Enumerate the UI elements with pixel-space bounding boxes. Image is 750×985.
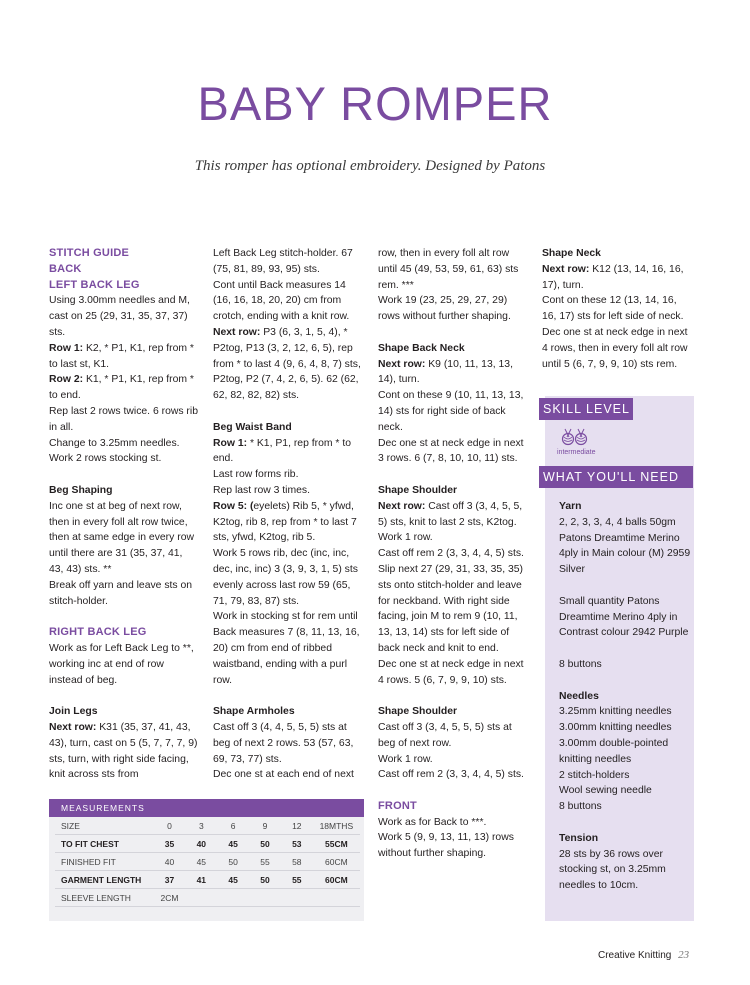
- table-cell: 45: [217, 871, 249, 889]
- paragraph: Cont on these 9 (10, 11, 13, 13, 14) sts for right side of back neck.: [378, 390, 524, 433]
- table-row: [55, 835, 360, 853]
- paragraph: row, then in every foll alt row until 45 (49, 53, 59, 61, 63) sts rem. ***: [378, 248, 519, 291]
- heading-yarn: Yarn: [559, 501, 582, 512]
- paragraph-next-row: [378, 357, 528, 389]
- row-label: SLEEVE LENGTH: [55, 889, 154, 907]
- table-cell: 12: [281, 817, 313, 835]
- what-you-need-heading: WHAT YOU'LL NEED: [539, 466, 693, 488]
- paragraph: Rep last 2 rows twice. 6 rows rib in all.: [49, 405, 198, 433]
- skill-level-value: intermediate: [557, 449, 596, 456]
- tension-text: 28 sts by 36 rows over stocking st, on 3.25mm needles to 10cm.: [559, 848, 666, 892]
- table-row: [55, 871, 360, 889]
- paragraph: Work 5 (9, 9, 13, 11, 13) rows without further shaping.: [378, 832, 514, 860]
- heading-right-back-leg: RIGHT BACK LEG: [49, 626, 147, 639]
- row-text: K31 (35, 37, 41, 43, 43), turn, cast on 5 (5, 7, 7, 7, 9) sts, turn, with right side facing, knit across sts from: [49, 721, 198, 781]
- heading-back: BACK: [49, 262, 82, 275]
- measurements-grid: [55, 817, 360, 907]
- row-label: Row 2:: [49, 374, 84, 386]
- heading-shape-neck: Shape Neck: [542, 248, 601, 259]
- paragraph: Last row forms rib.: [213, 469, 299, 481]
- yarn-text: 8 buttons: [559, 658, 602, 670]
- page-number: 23: [678, 949, 690, 961]
- paragraph: Cont until Back measures 14 (16, 16, 18, 20, 20) cm from crotch, ending with a knit row.: [213, 279, 350, 323]
- paragraph: Change to 3.25mm needles. Work 2 rows stocking st.: [49, 437, 180, 465]
- table-cell: 41: [185, 871, 217, 889]
- table-cell: 45: [217, 835, 249, 853]
- list-item: Wool sewing needle: [559, 785, 652, 797]
- paragraph-next-row: [378, 499, 528, 531]
- table-cell: 45: [185, 853, 217, 871]
- paragraph: Break off yarn and leave sts on stitch-holder.: [49, 579, 193, 607]
- yarn-text: Small quantity Patons Dreamtime Merino 4ply in Contrast colour 2942 Purple: [559, 595, 689, 639]
- table-cell: 50: [249, 871, 281, 889]
- paragraph: Dec one st at neck edge in next 4 rows. 5 (6, 7, 9, 9, 10) sts.: [378, 658, 524, 686]
- page-title: BABY ROMPER: [197, 77, 553, 130]
- row-label: Row 5: (: [213, 500, 254, 512]
- row-text: Cast off 3 (3, 4, 5, 5, 5) sts, knit to last 2 sts, K2tog.: [378, 500, 523, 528]
- materials-list: [559, 499, 691, 910]
- heading-shape-back-neck: Shape Back Neck: [378, 342, 465, 354]
- yarn-balls-icon: [561, 428, 589, 446]
- table-cell: 60CM: [313, 853, 360, 871]
- magazine-name: Creative Knitting: [598, 950, 672, 961]
- measurements-heading: MEASUREMENTS: [49, 799, 364, 817]
- table-cell: 60CM: [313, 871, 360, 889]
- paragraph: Work as for Back to ***.: [378, 816, 487, 828]
- skill-level-heading: SKILL LEVEL: [539, 398, 633, 420]
- paragraph-row1: [49, 341, 199, 373]
- row-label: SIZE: [55, 817, 154, 835]
- table-cell: 9: [249, 817, 281, 835]
- table-cell: 2CM: [154, 889, 186, 907]
- table-row: [55, 889, 360, 907]
- paragraph: Slip next 27 (29, 31, 33, 35, 35) sts onto stitch-holder and leave for neckband. With right side facing, join M to rem 9 (10, 11, 13, 13, 14) sts for left side of back neck and knit to end.: [378, 563, 523, 654]
- paragraph: Cast off rem 2 (3, 3, 4, 4, 5) sts.: [378, 769, 524, 781]
- row-label: Next row:: [378, 500, 426, 512]
- paragraph: Cast off 3 (4, 4, 5, 5, 5) sts at beg of next 2 rows. 53 (57, 63, 69, 73, 77) sts.: [213, 721, 354, 765]
- paragraph-next-row: [49, 720, 199, 783]
- heading-shape-shoulder: Shape Shoulder: [378, 484, 458, 496]
- paragraph: Work 1 row.: [378, 753, 433, 765]
- column-4: [542, 246, 692, 372]
- heading-tension: Tension: [559, 832, 599, 844]
- paragraph: Cast off 3 (3, 4, 5, 5, 5) sts at beg of next row.: [378, 721, 512, 749]
- list-item: 8 buttons: [559, 801, 602, 813]
- paragraph: Work 19 (23, 25, 29, 27, 29) rows without further shaping.: [378, 295, 511, 323]
- paragraph: Cast off rem 2 (3, 3, 4, 4, 5) sts.: [378, 548, 524, 560]
- paragraph: Left Back Leg stitch-holder. 67 (75, 81, 89, 93, 95) sts.: [213, 248, 353, 275]
- heading-shape-armholes: Shape Armholes: [213, 706, 295, 718]
- table-cell: 50: [217, 853, 249, 871]
- table-cell: [185, 889, 217, 907]
- heading-join-legs: Join Legs: [49, 706, 98, 718]
- paragraph: Work 1 row.: [378, 532, 433, 544]
- paragraph-next-row: [542, 262, 692, 294]
- paragraph-row2: [49, 372, 199, 404]
- row-text: eyelets) Rib 5, * yfwd, K2tog, rib 8, rep from * to last 7 sts, yfwd, K2tog, rib 5.: [213, 500, 357, 544]
- column-3: [378, 246, 528, 862]
- paragraph: Using 3.00mm needles and M, cast on 25 (29, 31, 35, 37, 37) sts.: [49, 295, 190, 338]
- paragraph-row1: [213, 436, 365, 468]
- table-cell: 55: [249, 853, 281, 871]
- table-row: [55, 853, 360, 871]
- heading-front: FRONT: [378, 799, 417, 812]
- table-cell: 53: [281, 835, 313, 853]
- paragraph-row5: [213, 499, 365, 546]
- row-label: Row 1:: [49, 342, 84, 354]
- heading-needles: Needles: [559, 690, 599, 702]
- table-cell: 3: [185, 817, 217, 835]
- table-cell: [313, 889, 360, 907]
- page-footer: [598, 949, 689, 961]
- yarn-text: 2, 2, 3, 3, 4, 4 balls 50gm Patons Dreamtime Merino 4ply in Main colour (M) 2959 Silver: [559, 516, 691, 576]
- row-text: K12 (13, 14, 16, 16, 17), turn.: [542, 263, 684, 291]
- heading-shape-shoulder: Shape Shoulder: [378, 706, 458, 718]
- paragraph: Dec one st at neck edge in next 3 rows. 6 (7, 8, 10, 10, 11) sts.: [378, 437, 524, 465]
- row-text: P3 (6, 3, 1, 5, 4), * P2tog, P13 (3, 2, 12, 6, 5), rep from * to last 4 (9, 6, 4, 8, 7) sts, P2tog, P2 (7, 4, 2, 6, 5). 62 (62, 62, 82, 82, 82) sts.: [213, 326, 361, 402]
- row-label: TO FIT CHEST: [55, 835, 154, 853]
- paragraph: Dec one st at each end of next: [213, 769, 354, 781]
- row-label: Row 1:: [213, 437, 248, 449]
- table-cell: 40: [185, 835, 217, 853]
- paragraph: Cont on these 12 (13, 14, 16, 16, 17) sts for left side of neck.: [542, 295, 684, 323]
- table-cell: 18MTHS: [313, 817, 360, 835]
- table-cell: 40: [154, 853, 186, 871]
- list-item: 2 stitch-holders: [559, 769, 630, 781]
- table-cell: 55: [281, 871, 313, 889]
- measurements-table: [49, 799, 364, 921]
- row-label: GARMENT LENGTH: [55, 871, 154, 889]
- table-cell: 0: [154, 817, 186, 835]
- paragraph: Work 5 rows rib, dec (inc, inc, dec, inc, inc) 3 (3, 9, 3, 1, 5) sts evenly across last row 59 (65, 71, 79, 83, 87) sts.: [213, 548, 358, 607]
- table-cell: 37: [154, 871, 186, 889]
- row-text: K9 (10, 11, 13, 13, 14), turn.: [378, 358, 513, 386]
- row-text: K1, * P1, K1, rep from * to end.: [49, 374, 194, 402]
- table-cell: 50: [249, 835, 281, 853]
- paragraph: Rep last row 3 times.: [213, 484, 311, 496]
- column-1: [49, 246, 199, 783]
- table-cell: [281, 889, 313, 907]
- table-cell: [217, 889, 249, 907]
- list-item: 3.00mm knitting needles: [559, 722, 672, 734]
- column-2: [213, 246, 365, 783]
- table-cell: 58: [281, 853, 313, 871]
- table-cell: 6: [217, 817, 249, 835]
- page-subtitle: This romper has optional embroidery. Designed by Patons: [194, 158, 546, 174]
- row-text: K2, * P1, K1, rep from * to last st, K1.: [49, 342, 194, 370]
- paragraph: Dec one st at neck edge in next 4 rows, then in every foll alt row until 5 (6, 7, 9, 9, 10) sts rem.: [542, 326, 688, 370]
- heading-beg-waist-band: Beg Waist Band: [213, 421, 292, 433]
- table-cell: [249, 889, 281, 907]
- table-cell: 55CM: [313, 835, 360, 853]
- paragraph: Work in stocking st for rem until Back measures 7 (8, 11, 13, 16, 20) cm from end of ribbed waistband, ending with a purl row.: [213, 611, 360, 686]
- row-text: * K1, P1, rep from * to end.: [213, 437, 352, 465]
- row-label: Next row:: [378, 358, 426, 370]
- table-row: [55, 817, 360, 835]
- paragraph: Inc one st at beg of next row, then in every foll alt row twice, then at same edge in every row until there are 31 (35, 37, 41, 43, 43) sts. **: [49, 500, 194, 575]
- row-label: Next row:: [49, 721, 97, 733]
- heading-stitch-guide: STITCH GUIDE: [49, 247, 130, 259]
- paragraph-next-row: [213, 325, 365, 404]
- row-label: Next row:: [213, 326, 261, 338]
- list-item: 3.25mm knitting needles: [559, 706, 672, 718]
- table-cell: 35: [154, 835, 186, 853]
- row-label: FINISHED FIT: [55, 853, 154, 871]
- heading-beg-shaping: Beg Shaping: [49, 484, 113, 496]
- paragraph: Work as for Left Back Leg to **, working inc at end of row instead of beg.: [49, 642, 194, 686]
- list-item: 3.00mm double-pointed knitting needles: [559, 737, 669, 765]
- heading-left-back-leg: LEFT BACK LEG: [49, 278, 140, 291]
- row-label: Next row:: [542, 263, 590, 275]
